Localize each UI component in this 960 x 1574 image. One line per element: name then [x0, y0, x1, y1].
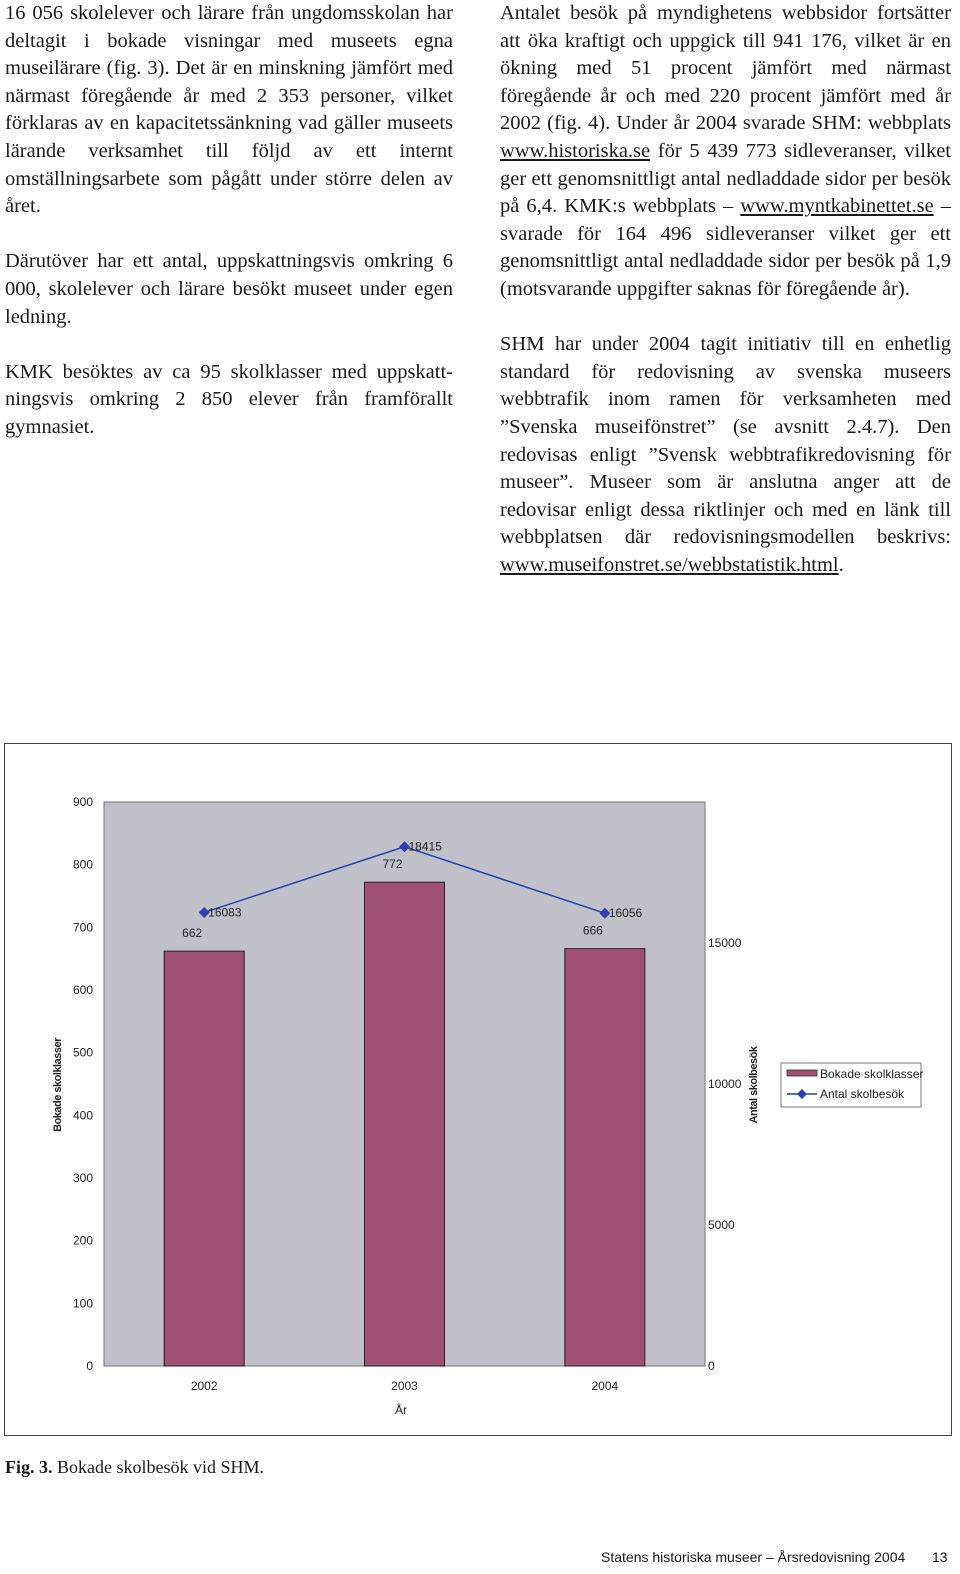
line-value-label: 16056 — [608, 906, 643, 921]
x-axis-title: År — [395, 1403, 407, 1417]
legend-swatch-bar — [787, 1070, 817, 1076]
left-axis-tick-label: 700 — [72, 920, 93, 935]
legend-label-bar: Bokade skolklasser — [820, 1067, 924, 1081]
bar-value-label: 666 — [582, 923, 603, 938]
footer-title: Statens historiska museer – Årsredovisning 2004 — [601, 1549, 906, 1565]
text-segment: SHM har under 2004 tagit initiativ till en enhetlig standard för redovisning av svenska museers webbtrafik inom ramen för verksamheten med ”Svenska museifönstret” (se avsnitt 2.4.7). Den redovisas enligt ”Svensk webbtrafikredovisning för museer”. Museer som är anslutna anger att de redovisar enligt dessa riktlinjer och med en länk till webbplatsen där redovisningsmodellen beskrivs: — [500, 333, 951, 549]
left-axis-tick-label: 900 — [72, 795, 93, 809]
right-axis-tick-label: 15000 — [708, 936, 742, 950]
left-text-column — [5, 0, 453, 469]
x-axis-tick-label: 2004 — [591, 1379, 619, 1393]
bar-2003 — [365, 882, 445, 1366]
left-axis-tick-label: 0 — [86, 1359, 93, 1373]
link-museifonstret[interactable]: www.museifonstret.se/webbstatistik.html — [500, 553, 839, 576]
right-text-column — [500, 0, 951, 607]
bar-2002 — [164, 951, 244, 1366]
paragraph-own-visits: Därutöver har ett antal, uppskattningsvis omkring 6 000, skolelever och lärare besökt museet under egen ledning. — [5, 250, 453, 328]
link-historiska[interactable]: www.historiska.se — [500, 139, 651, 162]
text-segment: för 5 439 773 sidleveranser, vilket ger ett genomsnittligt antal nedladdade sidor per besök på 6,4. KMK:s webbplats – — [500, 139, 951, 218]
caption-text: Bokade skolbesök vid SHM. — [57, 1457, 264, 1477]
right-axis-tick-label: 0 — [708, 1359, 715, 1373]
left-axis-tick-label: 100 — [72, 1296, 93, 1311]
text-segment: – svarade för 164 496 sidleveranser vilket ger ett genomsnittligt antal nedladdade sidor per besök på 1,9 (motsvarande uppgifter saknas för föregående år). — [500, 195, 951, 300]
right-axis-tick-label: 10000 — [708, 1077, 742, 1091]
left-axis-title: Bokade skolklasser — [52, 1038, 64, 1132]
left-axis-tick-label: 800 — [72, 857, 93, 872]
paragraph-web-standard — [500, 331, 951, 579]
link-myntkabinettet[interactable]: www.myntkabinettet.se — [740, 195, 934, 218]
text-segment: Antalet besök på myndighetens webbsidor fortsätter att öka kraftigt och uppgick till 941 176, vilket är en ökning med 51 procent jämfört med närmast föregående år och med 220 procent jämfört med år 2002 (fig. 4). Under år 2004 svarade SHM: webbplats — [500, 2, 951, 135]
bar-value-label: 662 — [182, 926, 203, 941]
x-axis-tick-label: 2002 — [190, 1379, 218, 1393]
paragraph-school-visits: 16 056 skolelever och lärare från ungdomsskolan har deltagit i bokade visningar med museets egna museilärare (fig. 3). Det är en minskning jämfört med närmast föregående år med 2 353 personer, vilket förklaras av en kapacitetssänkning vad gäller museets lärande verksamhet till följd av ett internt omställningsarbete som pågått under större delen av året. — [5, 2, 453, 218]
figure-3-chart — [4, 743, 952, 1436]
bar-value-label: 772 — [382, 857, 403, 872]
bar-2004 — [565, 949, 645, 1366]
x-axis-tick-label: 2003 — [391, 1379, 418, 1393]
left-axis-tick-label: 200 — [72, 1233, 93, 1248]
left-axis-tick-label: 600 — [72, 983, 93, 997]
right-axis-title: Antal skolbesök — [748, 1046, 760, 1124]
left-axis-tick-label: 400 — [72, 1108, 93, 1123]
left-axis-tick-label: 500 — [72, 1045, 93, 1060]
caption-label: Fig. 3. — [5, 1457, 53, 1477]
text-segment: . — [838, 553, 844, 576]
paragraph-web-visits — [500, 0, 951, 304]
line-value-label: 18415 — [408, 839, 442, 854]
figure-caption — [5, 1457, 264, 1478]
page-number: 13 — [932, 1549, 948, 1565]
legend-label-line: Antal skolbesök — [820, 1087, 905, 1101]
right-axis-tick-label: 5000 — [708, 1218, 735, 1232]
line-value-label: 16083 — [208, 905, 242, 920]
paragraph-kmk-visits: KMK besöktes av ca 95 skolklasser med uppskattningsvis omkring 2 850 elever från framförallt gymnasiet. — [5, 360, 453, 438]
combo-chart — [5, 744, 951, 1435]
left-axis-tick-label: 300 — [72, 1171, 93, 1185]
